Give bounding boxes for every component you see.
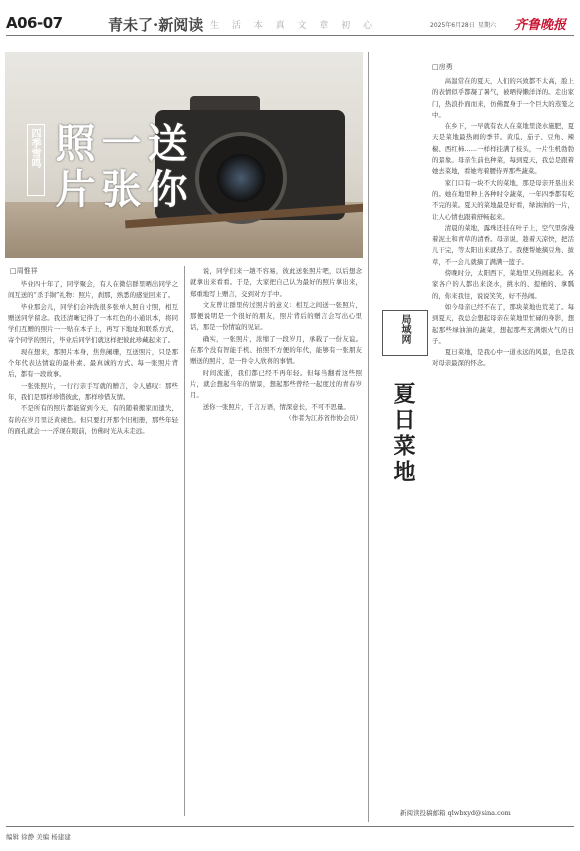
camera-lens-glass: [217, 154, 265, 202]
paragraph: 在乡下，一早就有农人在菜地里浇水施肥，夏天是菜地最热闹的季节。黄瓜、茄子、豆角、辣椒、西红柿……一样样挂满了枝头，一片生机勃勃的景象。母亲生前也种菜，每到夏天，我总是跟着她去菜地，看她弯着腰侍弄那些蔬菜。: [432, 122, 574, 176]
paragraph: 高温常在的夏天，人们的兴致都不太高，脸上的表情似乎都凝了暑气，被晒得懒洋洋的。走出家门，热浪扑面而来，仿佛置身于一个巨大的蒸笼之中。: [432, 77, 574, 119]
right-article-title: 夏日菜地: [390, 382, 416, 486]
paragraph: 现在想来，那照片本身，焦焦阑珊，互送照片，只是那个年代表达情谊的最朴素、最真诚的方式。每一张照片背后，都有一段故事。: [8, 347, 178, 379]
section-divider: [368, 52, 369, 822]
right-author: □房勇: [432, 63, 453, 71]
editor-credits: 编辑 徐静 美编 杨建建: [6, 833, 71, 841]
article-title: 送你一张照片: [49, 122, 188, 214]
paragraph: 傍晚时分，太阳西下，菜地里又热闹起来。各家各户的人都出来浇水，挑水的、提桶的、拿瓢的，你来我往，说说笑笑，好不热闹。: [432, 269, 574, 300]
issue-date: 2025年6月28日: [430, 22, 475, 29]
author-note: （作者为江苏省作协会员）: [285, 413, 362, 422]
paragraph: 毕业那会儿，同学们会冲洗很多张单人照自寸照，相互赠送同学留念。我还清晰记得了一本红色的小通讯本，将同学们互赠的照片一一贴在本子上，再写下地址和联系方式，寄个同学的照片，毕业后同学们就这样把彼此珍藏起来了。: [8, 302, 178, 345]
paragraph: 家门口有一块不大的菜地，那是母亲开垦出来的。她在地里种上各种时令蔬菜，一年四季都有吃不完的菜。夏天的菜地最是好看，绿油油的一片，让人心情也跟着舒畅起来。: [432, 178, 574, 221]
header-divider: [6, 35, 574, 36]
left-article-col1: [8, 279, 178, 814]
camera-photo: [5, 52, 363, 258]
paragraph: 如今母亲已经不在了，那块菜地也荒芜了。每到夏天，我总会想起母亲在菜地里忙碌的身影，想起那些绿油油的蔬菜，想起那些充满烟火气的日子。: [432, 302, 574, 345]
footer-divider: [6, 826, 574, 827]
submission-email: 新阅读投稿邮箱 qlwbxyd@sina.com: [400, 809, 511, 817]
paragraph: 不是所有的照片都能留到今天，有的随着搬家而遗失，有的在岁月里泛黄褪色。但只要打开那个旧相册，那些年轻的面孔就会一一浮现在眼前，仿佛时光从未走远。: [8, 404, 178, 435]
column-divider: [184, 266, 185, 816]
column-tag: 四季雪鸣: [29, 128, 40, 168]
slogan: 生 活 本 真 文 章 初 心: [210, 21, 378, 31]
paragraph: 确实，一张照片，浓缩了一段岁月，承载了一份友谊。在那个没有智能手机、拍照不方便的年代，能够有一张朋友赠送的照片，是一件令人欣喜的事情。: [190, 334, 362, 366]
left-author: □周惟祥: [10, 267, 38, 275]
paragraph: 一张张照片，一行行亲手写就的赠言，令人感叹：那些年，我们是那样珍惜彼此，那样珍惜友情。: [8, 381, 178, 401]
left-article-col2: [190, 266, 362, 814]
paragraph: 时间流逝，我们都已经不再年轻。但每当翻看这些照片，就会想起当年的情景，想起那些曾经一起度过的青春岁月。: [190, 368, 362, 400]
newspaper-logo: 齐鲁晚报: [514, 18, 567, 33]
paragraph: 夏日菜地，是我心中一道永远的风景，也是我对母亲最深的怀念。: [432, 348, 574, 368]
paragraph: 文友曾让群里传过照片的意义：相互之间送一张照片，那便说明是一个很好的朋友，照片背后的赠言会写出心里话，那是一份情谊的见证。: [190, 300, 362, 332]
paragraph: 清晨的菜地，露珠还挂在叶子上，空气里弥漫着泥土和青草的清香。母亲说，趁着天凉快，把活儿干完，等太阳出来就热了。我便帮她摘豆角、拔草，不一会儿就摘了满满一篮子。: [432, 223, 574, 266]
right-column-tag: 局域网: [399, 314, 410, 344]
page-header: [0, 0, 580, 40]
page-code: A06-07: [6, 14, 63, 32]
paragraph: 送你一张照片，千言万语，情深意长，不可不思量。: [202, 402, 350, 411]
right-article-body: [432, 76, 574, 806]
section-name: 青未了·新阅读: [108, 16, 204, 34]
paragraph: 毕业四十年了，同学聚会，有人在微信群里晒出同学之间互送的“杀手锏”礼物：照片，刹那，熟悉的感觉回来了。: [8, 280, 178, 300]
paragraph: 说，同学们来一趟不容易，彼此送张照片吧，以后想念就拿出来看看。于是，大家把自己认为最好的照片拿出来，郑重地写上赠言，交到对方手中。: [190, 267, 362, 298]
issue-weekday: 星期六: [478, 22, 497, 29]
